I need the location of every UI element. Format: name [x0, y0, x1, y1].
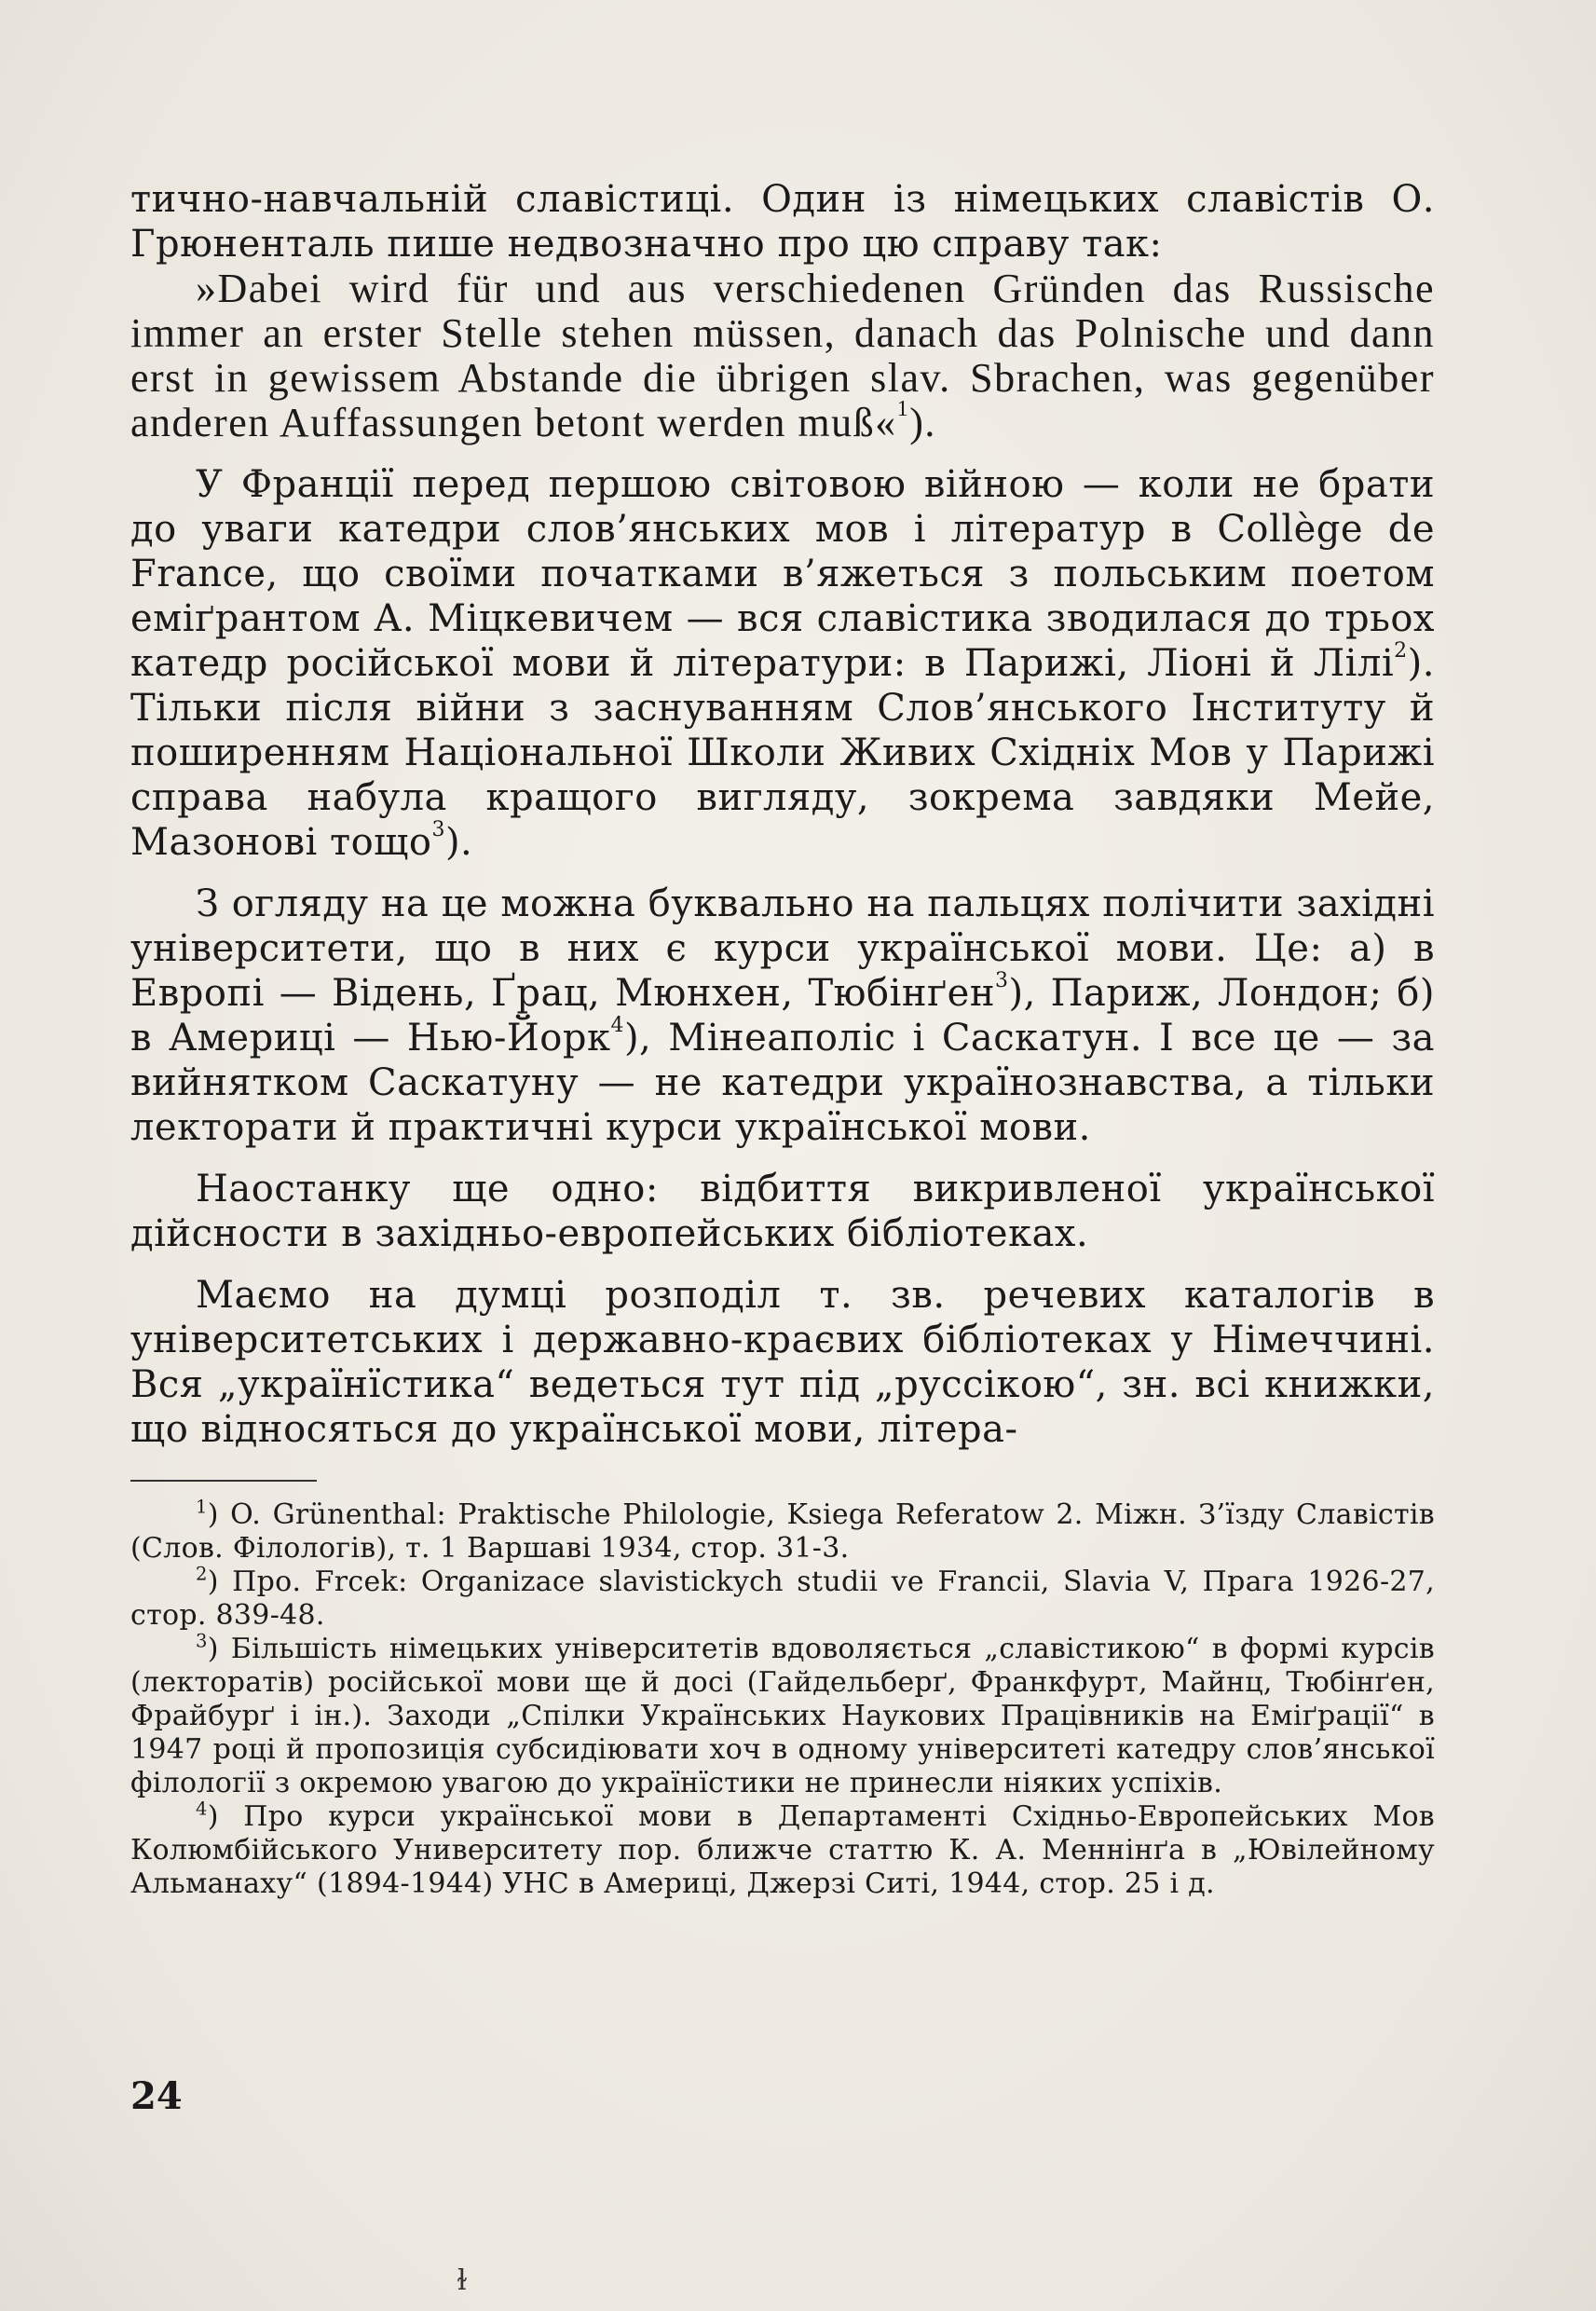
- footnote-ref-3b: 3: [995, 969, 1009, 993]
- footnote-text: ) Про курси української мови в Департаменті Східньо-Европейських Мов Колюмбійського Университету пор. ближче статтю К. А. Меннінґа в „Ювілейному Альманаху“ (1894-1944) УНС в Америці, Джерзі Ситі, 1944, стор. 25 і д.: [130, 1800, 1435, 1900]
- footnote-ref-1: 1: [896, 396, 910, 422]
- footnote-ref-3: 3: [431, 818, 445, 842]
- footnote-number: 4: [196, 1798, 208, 1820]
- page-number: 24: [130, 2074, 183, 2118]
- quote-end: ).: [909, 400, 936, 445]
- footnote-number: 2: [196, 1563, 208, 1585]
- paragraph-4-part-a: З огляду на це можна буквально на пальцях полічити західні університети, що в них є курси української мови. Це: а) в Европі — Відень, Ґрац, Мюнхен, Тюбінґен: [130, 882, 1435, 1015]
- edge-mark: ɫ: [457, 2264, 468, 2297]
- paragraph-3-part-a: У Франції перед першою світовою війною — коли не брати до уваги катедри слов’янських мов і літератур в Collège de France, що своїми початками в’яжеться з польським поетом еміґрантом А. Міцкевичем — вся славістика зводилася до трьох катедр російської мови й літератури: в Парижі, Ліоні й Лілі: [130, 463, 1435, 685]
- paragraph-3-part-c: ).: [444, 821, 473, 864]
- page-content: [130, 177, 1435, 1901]
- footnote-ref-2: 2: [1394, 639, 1408, 663]
- paragraph-4-part-c: ), Мінеаполіс і Саскатун. І все це — за вийнятком Саскатуну — не катедри українознавства, а тільки лекторати й практичні курси української мови.: [130, 1017, 1435, 1149]
- paragraph-3-part-b: ). Тільки після війни з заснуванням Слов’янського Інституту й поширенням Національної Школи Живих Східніх Мов у Парижі справа набула кращого вигляду, зокрема завдяки Мейе, Мазонові тощо: [130, 642, 1435, 864]
- footnote-divider: [130, 1480, 317, 1482]
- footnote-2: [130, 1563, 1435, 1633]
- footnote-text: ) Більшість німецьких університетів вдоволяється „славістикою“ в формі курсів (лекторатів) російської мови ще й досі (Гайдельберґ, Франкфурт, Майнц, Тюбінґен, Фрайбурґ і ін.). Заходи „Спілки Українських Наукових Працівників на Еміґрації“ в 1947 році й пропозиція субсидіювати хоч в одному університеті катедру слов’янської філології з окремою увагою до українїстики не принесли ніяких успіхів.: [130, 1633, 1435, 1799]
- footnote-4: [130, 1800, 1435, 1901]
- footnotes: [130, 1498, 1435, 1901]
- footnote-text: ) O. Grünenthal: Praktische Philologie, Ksiega Referatow 2. Міжн. З’їзду Славістів (Слов. Філологів), т. 1 Варшаві 1934, стор. 31-3.: [130, 1498, 1435, 1565]
- footnote-3: [130, 1630, 1435, 1800]
- paragraph-4-part-b: ), Париж, Лондон; б) в Америці — Нью-Йорк: [130, 972, 1435, 1060]
- paragraph-4: [130, 882, 1435, 1150]
- footnote-number: 3: [196, 1630, 208, 1652]
- footnote-text: ) Про. Frcek: Organizace slavistickych studii ve Francii, Slavia V, Прага 1926-27, стор. 839-48.: [130, 1566, 1435, 1632]
- paragraph-3: [130, 462, 1435, 865]
- footnote-ref-4: 4: [610, 1014, 624, 1038]
- footnote-number: 1: [196, 1496, 208, 1518]
- footnote-1: [130, 1498, 1435, 1566]
- paragraph-6: Маємо на думці розподіл т. зв. речевих каталогів в університетських і державно-краєвих бібліотеках у Німеччині. Вся „українїстика“ ведеться тут під „руссікою“, зн. всі книжки, що відносяться до української мови, літера-: [130, 1274, 1435, 1451]
- quote-text: »Dabei wird für und aus verschiedenen Gründen das Russische immer an erster Stelle stehen müssen, danach das Polnische und dann erst in gewissem Abstande die übrigen slav. Sbrachen, was gegenüber anderen Auffassungen betont werden muß«: [130, 266, 1435, 445]
- paragraph-5: Наостанку ще одно: відбиття викривленої української дійсности в західньо-европейських бібліотеках.: [130, 1168, 1435, 1255]
- paragraph-2-quote: [130, 267, 1435, 445]
- paragraph-1: тично-навчальній славістиці. Один із німецьких славістів О. Грюненталь пише недвозначно про цю справу так:: [130, 178, 1435, 266]
- main-text: [130, 177, 1435, 1452]
